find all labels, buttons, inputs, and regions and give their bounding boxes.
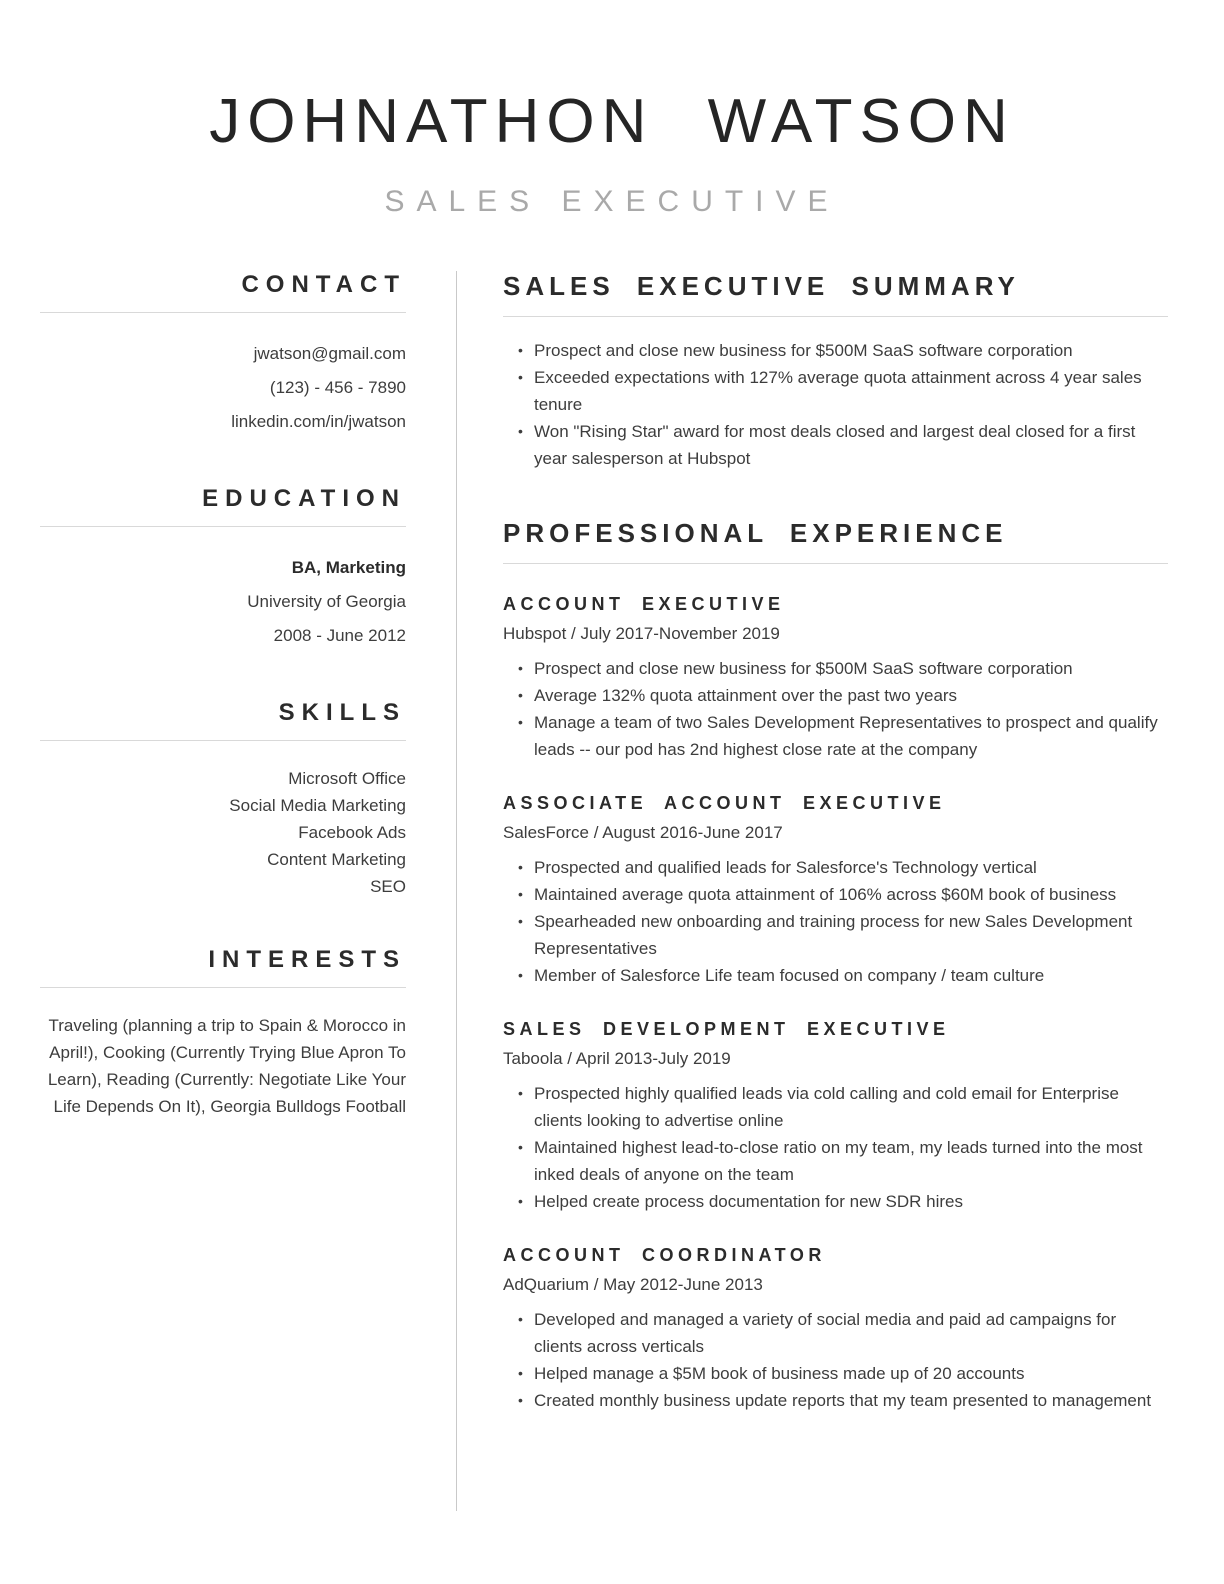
job-bullet-list (503, 1080, 1168, 1215)
bullet-item: • Spearheaded new onboarding and training process for new Sales Development Representatives (534, 908, 1168, 962)
skills-section (40, 699, 406, 900)
education-school: University of Georgia (247, 592, 406, 611)
contact-linkedin: linkedin.com/in/jwatson (231, 412, 406, 431)
sidebar (40, 271, 406, 1511)
skill-item: Facebook Ads (298, 823, 406, 842)
job-meta: AdQuarium / May 2012-June 2013 (503, 1275, 763, 1294)
job-meta: SalesForce / August 2016-June 2017 (503, 823, 783, 842)
job-entry (503, 1019, 1168, 1215)
job-meta: Taboola / April 2013-July 2019 (503, 1049, 731, 1068)
job-title: ASSOCIATE ACCOUNT EXECUTIVE (503, 793, 946, 813)
interests-heading: INTERESTS (208, 946, 406, 973)
bullet-item: • Prospected highly qualified leads via cold calling and cold email for Enterprise clients looking to advertise online (534, 1080, 1168, 1134)
section-rule (40, 740, 406, 741)
bullet-item: • Prospect and close new business for $500M SaaS software corporation (534, 337, 1168, 364)
skill-item: Microsoft Office (288, 769, 406, 788)
education-heading: EDUCATION (202, 485, 406, 512)
skill-item: Content Marketing (267, 850, 406, 869)
skills-heading: SKILLS (278, 699, 406, 726)
bullet-item: • Maintained highest lead-to-close ratio on my team, my leads turned into the most inked deals of anyone on the team (534, 1134, 1168, 1188)
bullet-item: • Created monthly business update reports that my team presented to management (534, 1387, 1168, 1414)
bullet-item: • Maintained average quota attainment of 106% across $60M book of business (534, 881, 1168, 908)
job-entry (503, 793, 1168, 989)
education-dates: 2008 - June 2012 (273, 626, 406, 645)
bullet-item: • Prospect and close new business for $500M SaaS software corporation (534, 655, 1168, 682)
bullet-item: • Manage a team of two Sales Development Representatives to prospect and qualify leads -- our pod has 2nd highest close rate at the company (534, 709, 1168, 763)
bullet-item: • Helped manage a $5M book of business made up of 20 accounts (534, 1360, 1168, 1387)
bullet-item: • Member of Salesforce Life team focused on company / team culture (534, 962, 1168, 989)
job-title: ACCOUNT COORDINATOR (503, 1245, 826, 1265)
summary-bullet-list (503, 337, 1168, 472)
job-title: ACCOUNT EXECUTIVE (503, 594, 785, 614)
job-entry (503, 1245, 1168, 1414)
person-job-title: SALES EXECUTIVE (384, 185, 840, 218)
skill-item: Social Media Marketing (229, 796, 406, 815)
summary-heading: SALES EXECUTIVE SUMMARY (503, 271, 1020, 301)
skill-item: SEO (370, 877, 406, 896)
bullet-item: • Won "Rising Star" award for most deals closed and largest deal closed for a first year salesperson at Hubspot (534, 418, 1168, 472)
experience-heading: PROFESSIONAL EXPERIENCE (503, 518, 1008, 548)
job-entry (503, 594, 1168, 763)
bullet-item: • Exceeded expectations with 127% average quota attainment across 4 year sales tenure (534, 364, 1168, 418)
person-name: JOHNATHON WATSON (209, 87, 1015, 156)
interests-text: Traveling (planning a trip to Spain & Morocco in April!), Cooking (Currently Trying Blue Apron To Learn), Reading (Currently: Negotiate Like Your Life Depends On It), Georgia Bulldogs Football (47, 1016, 406, 1116)
section-rule (503, 563, 1168, 564)
contact-email: jwatson@gmail.com (253, 344, 406, 363)
bullet-item: • Helped create process documentation for new SDR hires (534, 1188, 1168, 1215)
job-bullet-list (503, 854, 1168, 989)
interests-section (40, 946, 406, 1120)
contact-heading: CONTACT (241, 271, 406, 298)
resume-header (0, 0, 1224, 219)
bullet-item: • Developed and managed a variety of social media and paid ad campaigns for clients across verticals (534, 1306, 1168, 1360)
job-meta: Hubspot / July 2017-November 2019 (503, 624, 780, 643)
education-section (40, 485, 406, 653)
contact-phone: (123) - 456 - 7890 (269, 378, 406, 397)
education-degree: BA, Marketing (291, 558, 406, 577)
bullet-item: • Average 132% quota attainment over the past two years (534, 682, 1168, 709)
bullet-item: • Prospected and qualified leads for Salesforce's Technology vertical (534, 854, 1168, 881)
job-bullet-list (503, 655, 1168, 763)
job-bullet-list (503, 1306, 1168, 1414)
section-rule (503, 316, 1168, 317)
job-title: SALES DEVELOPMENT EXECUTIVE (503, 1019, 950, 1039)
section-rule (40, 526, 406, 527)
section-rule (40, 987, 406, 988)
summary-section (503, 271, 1168, 472)
column-divider (456, 271, 457, 1511)
experience-section (503, 518, 1168, 1414)
contact-section (40, 271, 406, 439)
resume-body (0, 271, 1224, 1511)
main-content (503, 271, 1168, 1511)
section-rule (40, 312, 406, 313)
